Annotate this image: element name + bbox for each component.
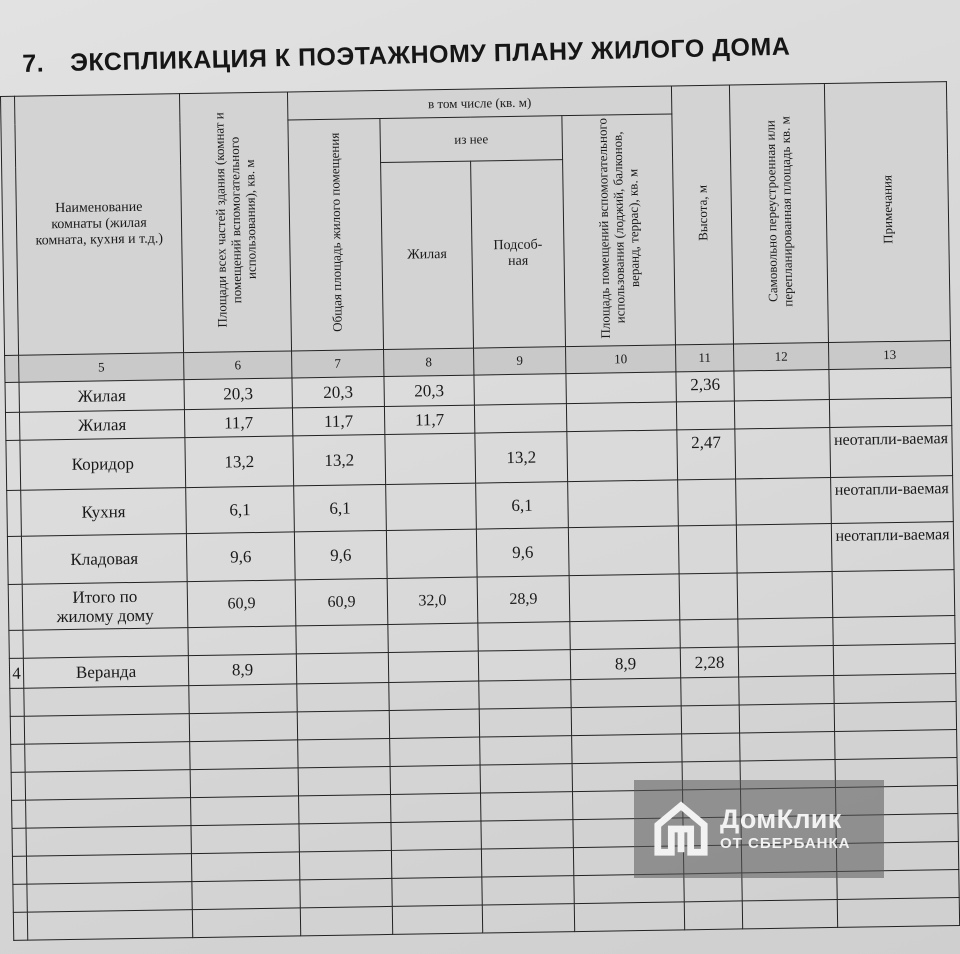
room-name: Жилая: [19, 410, 184, 441]
empty-cell: [391, 849, 481, 878]
empty-cell: [25, 742, 190, 773]
empty-cell: [834, 674, 956, 704]
watermark-text: [720, 804, 850, 854]
empty-cell: [27, 910, 192, 941]
total-utility: 28,9: [477, 576, 570, 623]
empty-cell: [299, 794, 391, 823]
unauthorized-area: [734, 370, 829, 401]
empty-cell: [190, 768, 298, 798]
area-living: [385, 433, 476, 484]
empty-cell: [479, 708, 571, 737]
house-logo-icon: [652, 800, 710, 858]
note: [829, 398, 951, 428]
area-auxiliary: [566, 372, 676, 404]
empty-cell: [482, 904, 574, 933]
area-living: [388, 623, 478, 652]
area-total: 13,2: [185, 436, 294, 488]
empty-cell: [192, 880, 300, 910]
unauthorized-area: [735, 428, 831, 479]
header-height: Высота, м: [671, 85, 733, 345]
empty-cell: [12, 828, 26, 856]
empty-cell: [11, 772, 25, 800]
column-number: 9: [474, 347, 566, 375]
height-value: [678, 525, 737, 574]
header-auxiliary-area: Площадь помещений вспомогательного использования (лоджий, балконов, веранд, террас), кв. м: [562, 114, 676, 347]
area-utility: 13,2: [475, 432, 568, 483]
total-height: [679, 573, 738, 620]
row-edge-number: [5, 382, 19, 412]
header-utility: Подсоб-ная: [471, 159, 566, 348]
empty-cell: [481, 792, 573, 821]
area-living: 11,7: [384, 405, 474, 434]
column-number: 8: [384, 348, 474, 376]
empty-cell: [189, 684, 297, 714]
area-living-premises: 6,1: [294, 484, 387, 531]
empty-cell: [297, 682, 389, 711]
empty-cell: [392, 877, 482, 906]
room-name: Коридор: [20, 438, 186, 491]
area-utility: [478, 650, 570, 681]
unauthorized-area: [734, 400, 829, 429]
area-total: 20,3: [184, 378, 292, 410]
total-living: 32,0: [387, 577, 478, 624]
area-utility: 6,1: [476, 482, 569, 529]
header-total-area: Площади всех частей здания (комнат и помещений вспомогательного использования), кв. м: [179, 92, 291, 353]
empty-cell: [834, 702, 956, 732]
empty-cell: [681, 677, 739, 706]
area-auxiliary: [568, 526, 679, 576]
note: неотапли-ваемая: [830, 426, 953, 478]
empty-cell: [574, 902, 684, 932]
empty-cell: [192, 908, 300, 938]
empty-cell: [13, 884, 27, 912]
height-value: [678, 479, 737, 526]
row-edge-number: [7, 536, 22, 584]
row-edge-number: [7, 490, 22, 536]
empty-cell: [10, 688, 24, 716]
area-auxiliary: [566, 402, 676, 432]
row-edge-number: [8, 584, 23, 630]
note: [833, 644, 955, 676]
height-value: 2,36: [676, 371, 734, 402]
area-living: 20,3: [384, 375, 474, 406]
note: неотапли-ваемая: [831, 476, 954, 524]
empty-cell: [191, 852, 299, 882]
empty-cell: [835, 730, 957, 760]
header-living-premises-area: Общая площадь жилого помещения: [288, 119, 384, 351]
area-total: [188, 626, 296, 656]
area-total: 11,7: [184, 408, 292, 438]
row-edge-number: [5, 412, 19, 440]
unauthorized-area: [738, 617, 833, 646]
column-number: 10: [566, 345, 676, 374]
area-living-premises: 9,6: [294, 530, 387, 579]
area-living: [386, 529, 477, 578]
room-name: Кухня: [21, 488, 187, 537]
column-number: 5: [19, 353, 184, 383]
empty-cell: [574, 874, 684, 904]
empty-cell: [27, 882, 192, 913]
edge-cell: [5, 355, 19, 382]
height-value: [676, 401, 734, 430]
column-number: 7: [292, 350, 384, 378]
empty-cell: [391, 793, 481, 822]
header-living: Жилая: [381, 161, 474, 350]
empty-cell: [391, 821, 481, 850]
area-total: 6,1: [186, 486, 295, 534]
empty-cell: [479, 680, 571, 709]
column-number: 12: [733, 343, 828, 371]
empty-cell: [190, 740, 298, 770]
room-name: [23, 628, 188, 659]
area-utility: [474, 374, 566, 405]
header-notes: Примечания: [824, 82, 950, 343]
empty-cell: [740, 731, 835, 760]
empty-cell: [191, 796, 299, 826]
empty-cell: [482, 876, 574, 905]
empty-cell: [742, 899, 837, 928]
area-auxiliary: [567, 430, 678, 482]
empty-cell: [189, 712, 297, 742]
area-utility: [474, 404, 566, 433]
empty-cell: [571, 706, 681, 736]
empty-cell: [299, 850, 391, 879]
empty-cell: [25, 770, 190, 801]
note: [833, 616, 955, 646]
column-number: 13: [828, 341, 950, 370]
empty-cell: [24, 714, 189, 745]
empty-cell: [13, 912, 27, 940]
area-living-premises: 11,7: [292, 407, 384, 436]
empty-cell: [10, 716, 24, 744]
empty-cell: [300, 906, 392, 935]
row-edge-number: [6, 440, 21, 490]
area-living: [388, 651, 478, 682]
header-group-including: в том числе (кв. м): [287, 86, 671, 120]
empty-cell: [297, 710, 389, 739]
height-value: 2,47: [677, 429, 736, 480]
empty-cell: [480, 736, 572, 765]
empty-cell: [12, 800, 26, 828]
area-auxiliary: 8,9: [570, 648, 680, 680]
empty-cell: [24, 686, 189, 717]
empty-cell: [390, 765, 480, 794]
area-living-premises: 13,2: [293, 434, 386, 485]
empty-cell: [684, 901, 742, 930]
document-title: [22, 33, 791, 79]
empty-cell: [837, 898, 959, 928]
row-edge-number: 4: [9, 658, 23, 688]
empty-cell: [739, 675, 834, 704]
room-name: Жилая: [19, 380, 184, 413]
area-total: 8,9: [188, 654, 296, 686]
watermark-brand: ДомКлик: [720, 804, 842, 834]
empty-cell: [481, 848, 573, 877]
unauthorized-area: [736, 523, 832, 572]
empty-cell: [480, 764, 572, 793]
unauthorized-area: [738, 645, 833, 676]
area-living-premises: 20,3: [292, 377, 384, 408]
empty-cell: [26, 798, 191, 829]
total-note: [832, 570, 955, 618]
domclick-watermark: [634, 780, 884, 878]
empty-cell: [572, 734, 682, 764]
empty-cell: [26, 826, 191, 857]
section-number: 7.: [22, 49, 45, 78]
column-number: 11: [675, 344, 733, 372]
area-utility: 9,6: [476, 528, 569, 577]
total-unauthorized: [737, 571, 833, 618]
empty-cell: [299, 822, 391, 851]
empty-cell: [481, 820, 573, 849]
empty-cell: [739, 703, 834, 732]
watermark-subtitle: ОТ СБЕРБАНКА: [720, 835, 851, 852]
area-living: [386, 483, 477, 530]
area-total: 9,6: [186, 532, 295, 582]
empty-cell: [26, 854, 191, 885]
area-living-premises: [296, 624, 388, 653]
empty-cell: [389, 709, 479, 738]
empty-cell: [390, 737, 480, 766]
row-edge-number: [9, 630, 23, 658]
height-value: 2,28: [680, 647, 738, 678]
header-room-name: Наименование комнаты (жилая комната, кухня и т.д.): [15, 94, 184, 356]
total-auxiliary: [569, 574, 680, 622]
empty-cell: [392, 905, 482, 934]
empty-cell: [389, 681, 479, 710]
section-title: ЭКСПЛИКАЦИЯ К ПОЭТАЖНОМУ ПЛАНУ ЖИЛОГО ДОМА: [69, 32, 791, 77]
unauthorized-area: [736, 478, 832, 525]
empty-cell: [11, 744, 25, 772]
empty-cell: [298, 738, 390, 767]
room-name: Кладовая: [21, 534, 187, 585]
area-utility: [478, 622, 570, 651]
empty-cell: [12, 856, 26, 884]
note: [829, 368, 951, 400]
height-value: [680, 619, 738, 648]
header-group-of-it: из нее: [380, 116, 563, 162]
empty-cell: [571, 678, 681, 708]
total-area: 60,9: [187, 580, 296, 628]
header-unauthorized-area: Самовольно переустроенная или перепланированная площадь кв. м: [729, 84, 828, 344]
column-number: 6: [184, 351, 292, 380]
room-name: Веранда: [23, 656, 188, 689]
area-auxiliary: [568, 480, 679, 528]
total-living-premises: 60,9: [295, 578, 388, 625]
empty-cell: [300, 878, 392, 907]
note: неотапли-ваемая: [831, 522, 954, 572]
empty-cell: [681, 705, 739, 734]
total-label: Итого по жилому дому: [22, 582, 188, 631]
empty-cell: [298, 766, 390, 795]
area-auxiliary: [570, 620, 680, 650]
empty-cell: [682, 733, 740, 762]
empty-cell: [191, 824, 299, 854]
area-living-premises: [296, 652, 388, 683]
